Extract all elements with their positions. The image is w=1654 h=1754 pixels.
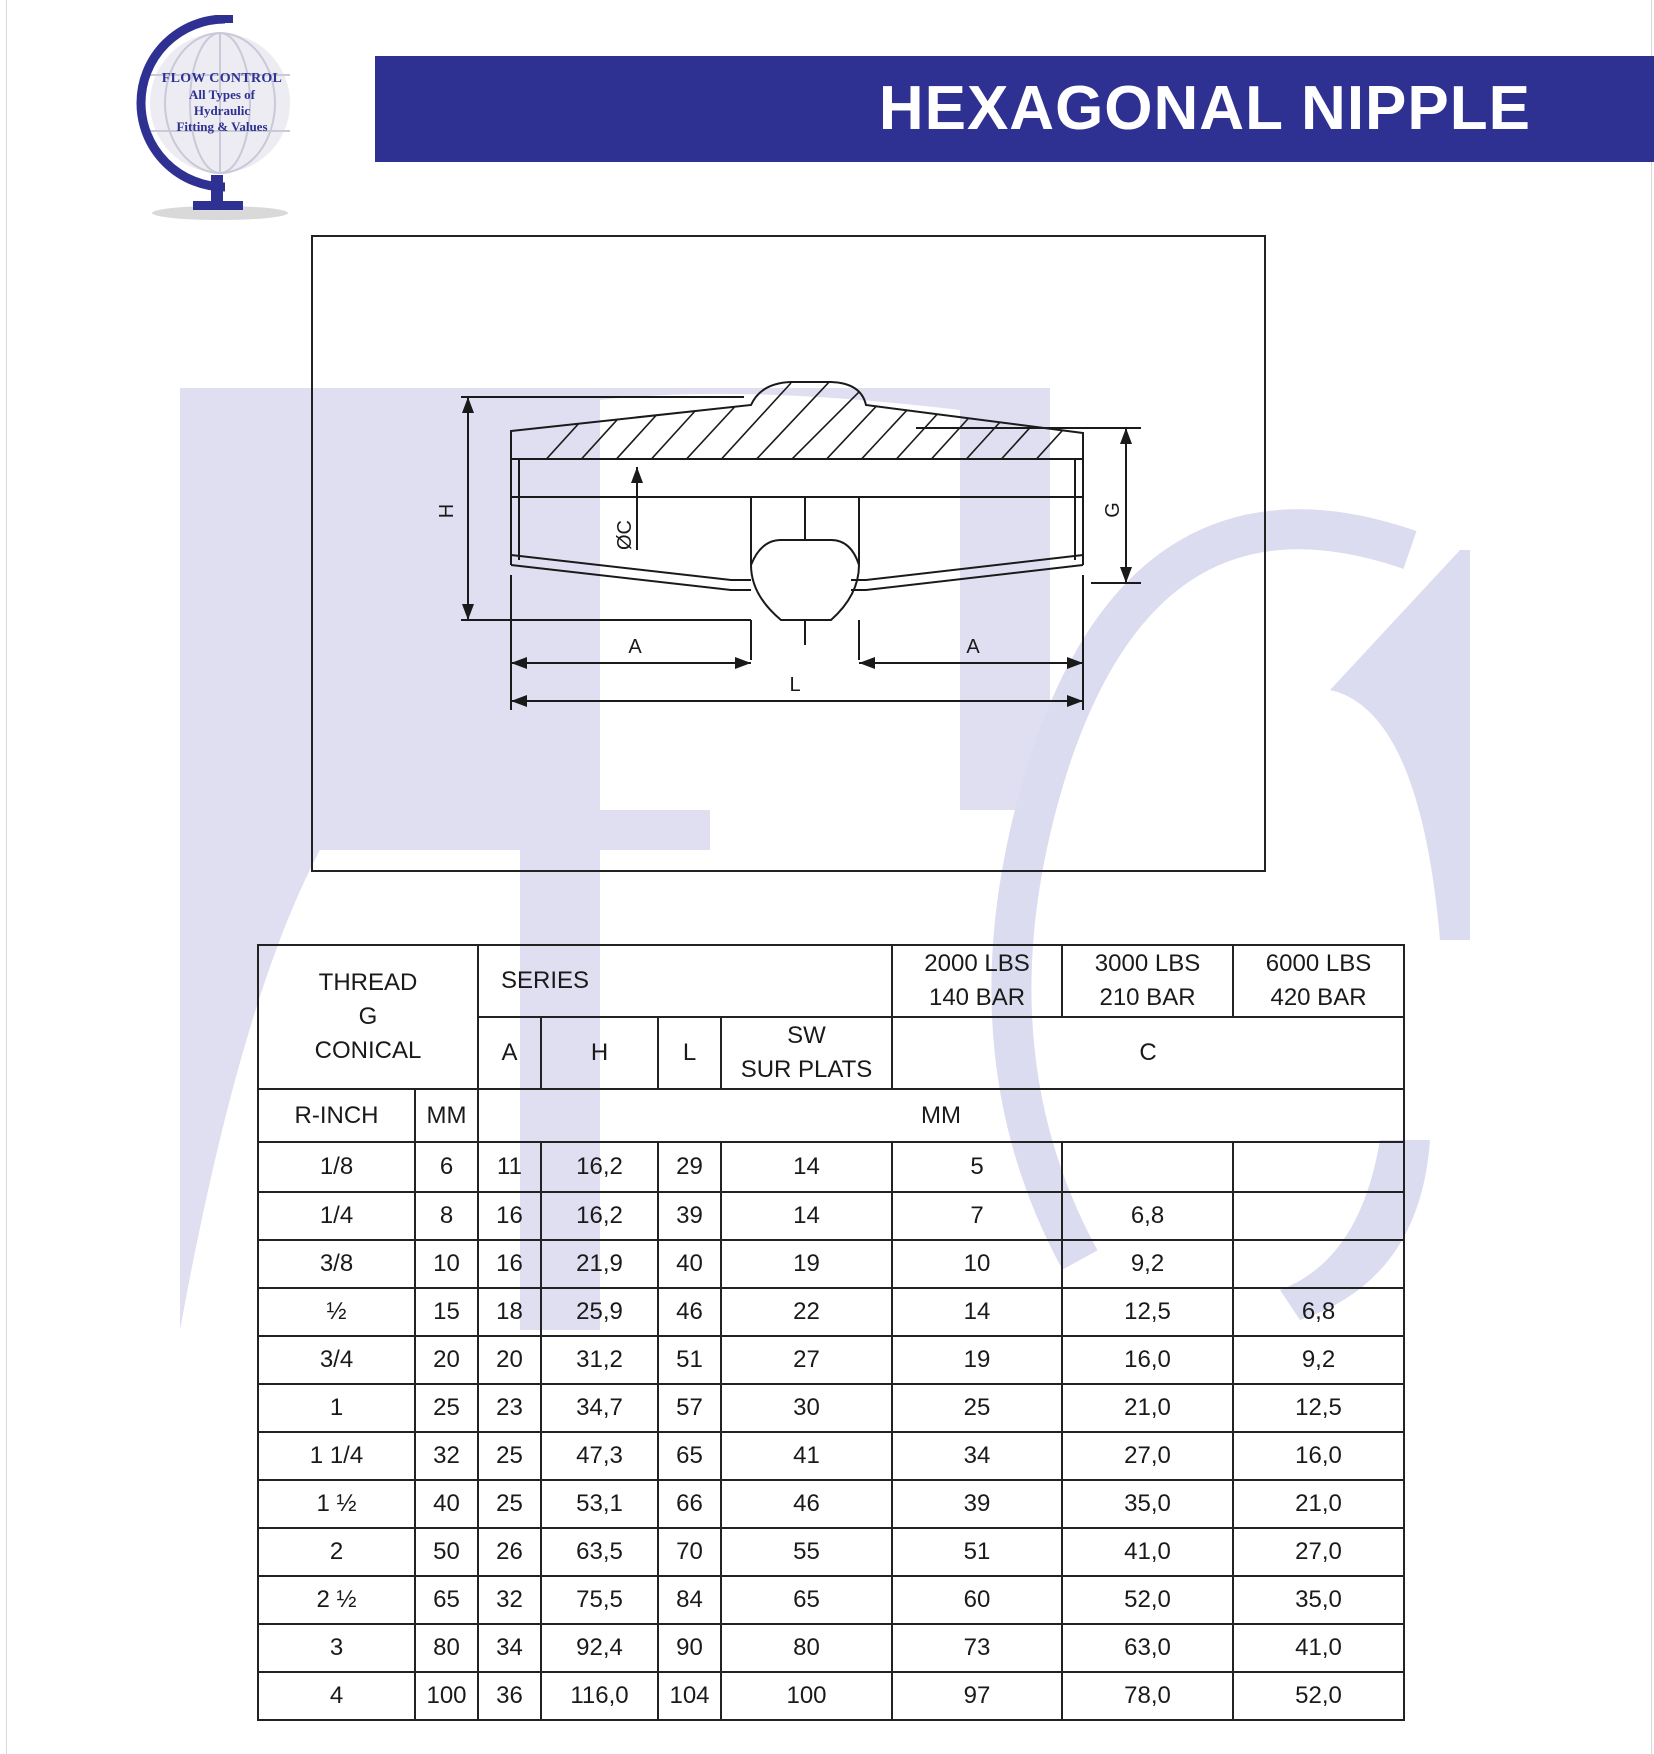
- cell-a: 36: [478, 1672, 541, 1720]
- table-row: [258, 1336, 1404, 1384]
- pressure-lbs: 3000 LBS: [1094, 950, 1201, 977]
- cell-sw: 100: [721, 1672, 892, 1720]
- hexagonal-nipple-drawing: [311, 235, 1266, 872]
- logo-brand: FLOW CONTROL: [161, 71, 283, 86]
- cell-c-2000: 19: [892, 1336, 1062, 1384]
- cell-c-3000: 41,0: [1062, 1528, 1233, 1576]
- page-title: HEXAGONAL NIPPLE: [878, 74, 1531, 143]
- cell-h: 16,2: [541, 1192, 658, 1240]
- cell-thread-mm: 100: [415, 1672, 478, 1720]
- cell-c-2000: 51: [892, 1528, 1062, 1576]
- cell-h: 116,0: [541, 1672, 658, 1720]
- cell-c-3000: 12,5: [1062, 1288, 1233, 1336]
- col-header-sw-line-1: SW: [787, 1022, 826, 1049]
- cell-thread-inch: 1 1/4: [258, 1432, 415, 1480]
- cell-l: 39: [658, 1192, 721, 1240]
- table-row: [258, 1192, 1404, 1240]
- cell-l: 90: [658, 1624, 721, 1672]
- dim-label-l: L: [789, 674, 801, 696]
- unit-r-inch: R-INCH: [258, 1089, 415, 1142]
- cell-c-3000: [1062, 1142, 1233, 1192]
- cell-l: 70: [658, 1528, 721, 1576]
- table-row: [258, 1432, 1404, 1480]
- thread-header-line-1: THREAD: [318, 969, 418, 996]
- cell-h: 21,9: [541, 1240, 658, 1288]
- cell-a: 25: [478, 1432, 541, 1480]
- cell-c-2000: 73: [892, 1624, 1062, 1672]
- left-page-edge: [6, 0, 7, 1754]
- cell-c-2000: 5: [892, 1142, 1062, 1192]
- table-row: [258, 1672, 1404, 1720]
- cell-thread-mm: 25: [415, 1384, 478, 1432]
- pressure-header-2000: [892, 945, 1062, 1017]
- cell-thread-mm: 10: [415, 1240, 478, 1288]
- cell-thread-inch: 1: [258, 1384, 415, 1432]
- col-header-sw-line-2: SUR PLATS: [740, 1056, 873, 1083]
- cell-c-2000: 39: [892, 1480, 1062, 1528]
- cell-sw: 22: [721, 1288, 892, 1336]
- cell-c-6000: 6,8: [1233, 1288, 1404, 1336]
- cell-h: 16,2: [541, 1142, 658, 1192]
- cell-sw: 46: [721, 1480, 892, 1528]
- cell-c-6000: 52,0: [1233, 1672, 1404, 1720]
- cell-thread-mm: 40: [415, 1480, 478, 1528]
- cell-c-3000: 21,0: [1062, 1384, 1233, 1432]
- cell-c-2000: 25: [892, 1384, 1062, 1432]
- cell-h: 47,3: [541, 1432, 658, 1480]
- cell-thread-mm: 80: [415, 1624, 478, 1672]
- cell-l: 104: [658, 1672, 721, 1720]
- cell-c-2000: 60: [892, 1576, 1062, 1624]
- cell-thread-inch: 1/8: [258, 1142, 415, 1192]
- cell-c-2000: 7: [892, 1192, 1062, 1240]
- pressure-bar: 210 BAR: [1099, 984, 1196, 1011]
- cell-sw: 19: [721, 1240, 892, 1288]
- cell-c-3000: 9,2: [1062, 1240, 1233, 1288]
- cell-thread-mm: 15: [415, 1288, 478, 1336]
- dim-label-c: ØC: [614, 520, 636, 550]
- cell-c-6000: 41,0: [1233, 1624, 1404, 1672]
- cell-sw: 27: [721, 1336, 892, 1384]
- table-row: [258, 1240, 1404, 1288]
- cell-h: 53,1: [541, 1480, 658, 1528]
- cell-c-2000: 10: [892, 1240, 1062, 1288]
- cell-h: 63,5: [541, 1528, 658, 1576]
- col-header-l: L: [658, 1017, 721, 1089]
- cell-c-3000: 16,0: [1062, 1336, 1233, 1384]
- cell-h: 92,4: [541, 1624, 658, 1672]
- dimension-table: [257, 944, 1405, 1721]
- table-row: [258, 1142, 1404, 1192]
- cell-a: 23: [478, 1384, 541, 1432]
- cell-h: 25,9: [541, 1288, 658, 1336]
- dim-label-h: H: [436, 503, 458, 519]
- table-row: [258, 1384, 1404, 1432]
- cell-c-3000: 78,0: [1062, 1672, 1233, 1720]
- cell-thread-inch: 3/8: [258, 1240, 415, 1288]
- table-row: [258, 1480, 1404, 1528]
- cell-a: 16: [478, 1240, 541, 1288]
- cell-c-6000: [1233, 1240, 1404, 1288]
- table-row: [258, 1288, 1404, 1336]
- flow-control-logo: [125, 15, 300, 225]
- cell-c-6000: 27,0: [1233, 1528, 1404, 1576]
- cell-sw: 41: [721, 1432, 892, 1480]
- cell-c-3000: 52,0: [1062, 1576, 1233, 1624]
- cell-thread-inch: 1 ½: [258, 1480, 415, 1528]
- cell-thread-mm: 8: [415, 1192, 478, 1240]
- cell-c-6000: 9,2: [1233, 1336, 1404, 1384]
- col-header-sw: [721, 1017, 892, 1089]
- table-row: [258, 1624, 1404, 1672]
- cell-thread-mm: 6: [415, 1142, 478, 1192]
- cell-thread-inch: 2: [258, 1528, 415, 1576]
- cell-h: 75,5: [541, 1576, 658, 1624]
- cell-l: 29: [658, 1142, 721, 1192]
- cell-thread-mm: 20: [415, 1336, 478, 1384]
- thread-header: [258, 945, 478, 1089]
- right-page-edge: [1651, 0, 1652, 1754]
- cell-thread-inch: 3/4: [258, 1336, 415, 1384]
- cell-c-2000: 34: [892, 1432, 1062, 1480]
- cell-a: 26: [478, 1528, 541, 1576]
- cell-sw: 14: [721, 1192, 892, 1240]
- pressure-header-6000: [1233, 945, 1404, 1017]
- cell-thread-mm: 65: [415, 1576, 478, 1624]
- title-banner: [375, 56, 1654, 162]
- logo-tagline-1: All Types of: [189, 87, 255, 102]
- pressure-bar: 140 BAR: [928, 984, 1026, 1011]
- cell-thread-mm: 32: [415, 1432, 478, 1480]
- cell-thread-inch: 1/4: [258, 1192, 415, 1240]
- unit-mm: MM: [415, 1089, 478, 1142]
- unit-mm-all: MM: [478, 1089, 1404, 1142]
- cell-c-6000: 12,5: [1233, 1384, 1404, 1432]
- cell-c-6000: [1233, 1192, 1404, 1240]
- cell-thread-inch: ½: [258, 1288, 415, 1336]
- table-row: [258, 1576, 1404, 1624]
- cell-c-6000: 35,0: [1233, 1576, 1404, 1624]
- thread-header-line-2: G: [358, 1003, 378, 1030]
- cell-c-3000: 6,8: [1062, 1192, 1233, 1240]
- logo-tagline-3: Fitting & Values: [176, 119, 268, 134]
- table-row: [258, 1528, 1404, 1576]
- col-header-h: H: [541, 1017, 658, 1089]
- cell-a: 20: [478, 1336, 541, 1384]
- dim-label-a-left: A: [628, 636, 642, 658]
- cell-c-3000: 27,0: [1062, 1432, 1233, 1480]
- dim-label-a-right: A: [966, 636, 980, 658]
- cell-l: 66: [658, 1480, 721, 1528]
- cell-c-3000: 63,0: [1062, 1624, 1233, 1672]
- cell-sw: 65: [721, 1576, 892, 1624]
- cell-l: 51: [658, 1336, 721, 1384]
- series-header: SERIES: [478, 945, 892, 1017]
- cell-l: 65: [658, 1432, 721, 1480]
- pressure-header-3000: [1062, 945, 1233, 1017]
- cell-c-2000: 97: [892, 1672, 1062, 1720]
- cell-a: 11: [478, 1142, 541, 1192]
- cell-h: 31,2: [541, 1336, 658, 1384]
- cell-c-6000: 21,0: [1233, 1480, 1404, 1528]
- cell-thread-inch: 3: [258, 1624, 415, 1672]
- col-header-a: A: [478, 1017, 541, 1089]
- dim-label-g: G: [1102, 502, 1124, 518]
- thread-header-line-3: CONICAL: [314, 1037, 422, 1064]
- cell-sw: 55: [721, 1528, 892, 1576]
- pressure-lbs: 2000 LBS: [924, 950, 1030, 977]
- cell-sw: 14: [721, 1142, 892, 1192]
- cell-a: 25: [478, 1480, 541, 1528]
- cell-a: 16: [478, 1192, 541, 1240]
- col-header-c: C: [892, 1017, 1404, 1089]
- cell-thread-mm: 50: [415, 1528, 478, 1576]
- cell-c-2000: 14: [892, 1288, 1062, 1336]
- cell-a: 18: [478, 1288, 541, 1336]
- cell-thread-inch: 2 ½: [258, 1576, 415, 1624]
- cell-l: 40: [658, 1240, 721, 1288]
- cell-a: 34: [478, 1624, 541, 1672]
- cell-l: 57: [658, 1384, 721, 1432]
- cell-thread-inch: 4: [258, 1672, 415, 1720]
- cell-sw: 30: [721, 1384, 892, 1432]
- cell-c-6000: 16,0: [1233, 1432, 1404, 1480]
- cell-c-6000: [1233, 1142, 1404, 1192]
- pressure-lbs: 6000 LBS: [1265, 950, 1372, 977]
- cell-l: 46: [658, 1288, 721, 1336]
- logo-tagline-2: Hydraulic: [193, 103, 251, 118]
- cell-a: 32: [478, 1576, 541, 1624]
- pressure-bar: 420 BAR: [1270, 984, 1367, 1011]
- cell-h: 34,7: [541, 1384, 658, 1432]
- cell-sw: 80: [721, 1624, 892, 1672]
- cell-c-3000: 35,0: [1062, 1480, 1233, 1528]
- cell-l: 84: [658, 1576, 721, 1624]
